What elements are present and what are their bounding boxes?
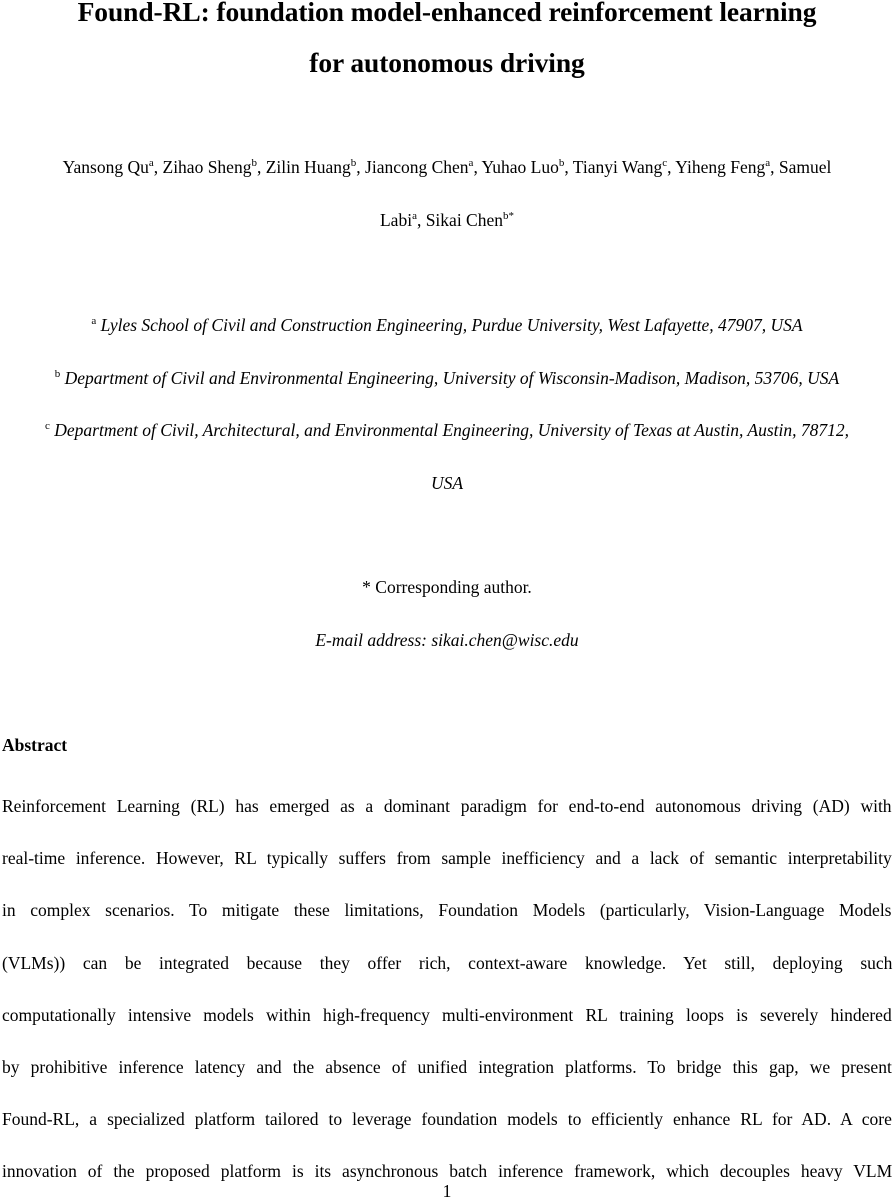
abstract-line: computationally intensive models within high-frequency multi-environment RL training loops is severely hindered (2, 1004, 892, 1025)
affiliation-mark: c (45, 420, 50, 432)
affiliation-mark: b (54, 368, 61, 380)
affiliation-text: Department of Civil, Architectural, and Environmental Engineering, University of Texas at Austin, Austin, 78712, (54, 420, 849, 440)
author-separator: , (473, 157, 482, 177)
author-line-1 (0, 157, 894, 178)
abstract-line: Found-RL, a specialized platform tailored to leverage foundation models to efficiently enhance RL for AD. A core (2, 1109, 892, 1130)
paper-title-line-2: for autonomous driving (309, 47, 585, 78)
affiliation-a (0, 315, 894, 336)
author-name: Jiancong Chen (365, 157, 469, 177)
corresponding-email: E-mail address: sikai.chen@wisc.edu (315, 630, 579, 650)
paper-title-line-1: Found-RL: foundation model-enhanced reinforcement learning (77, 0, 817, 27)
author-name: Labi (379, 210, 413, 230)
affiliation-mark: a (91, 315, 97, 327)
affiliation-text: Lyles School of Civil and Construction Engineering, Purdue University, West Lafayette, 47907, USA (100, 315, 803, 335)
abstract-line: in complex scenarios. To mitigate these limitations, Foundation Models (particularly, Vision-Language Models (2, 900, 892, 921)
affiliation-c-continued (0, 473, 894, 494)
author-name: Zihao Sheng (162, 157, 252, 177)
author-affiliation-mark: a (412, 210, 417, 222)
author-affiliation-mark: b (558, 157, 565, 169)
abstract-body (2, 780, 892, 1198)
author-affiliation-mark: b (251, 157, 257, 169)
author-separator: , (153, 157, 163, 177)
author-name: Yuhao Luo (481, 157, 559, 177)
author-separator: , (416, 210, 426, 230)
author-name: Sikai Chen (425, 210, 503, 230)
abstract-line: by prohibitive inference latency and the absence of unified integration platforms. To bridge this gap, we present (2, 1056, 892, 1077)
abstract-line: (VLMs)) can be integrated because they offer rich, context-aware knowledge. Yet still, deploying such (2, 952, 893, 973)
author-name: Tianyi Wang (572, 157, 663, 177)
author-separator: , (256, 157, 266, 177)
abstract-line: innovation of the proposed platform is its asynchronous batch inference framework, which decouples heavy VLM (2, 1161, 893, 1182)
author-affiliation-mark: b (350, 157, 357, 169)
affiliation-text: USA (430, 473, 464, 493)
author-separator: , (356, 157, 366, 177)
author-line-2 (0, 210, 894, 231)
author-affiliation-mark: a (765, 157, 771, 169)
author-affiliation-mark: b* (503, 210, 514, 222)
abstract-line: Reinforcement Learning (RL) has emerged as a dominant paradigm for end-to-end autonomous driving (AD) with (2, 796, 892, 816)
abstract-line: real-time inference. However, RL typically suffers from sample inefficiency and a lack of semantic interpretability (2, 848, 892, 869)
author-name: Zilin Huang (265, 157, 351, 177)
affiliation-b (0, 368, 894, 389)
affiliation-text: Department of Civil and Environmental Engineering, University of Wisconsin-Madison, Madison, 53706, USA (64, 368, 840, 388)
author-separator: , (770, 157, 779, 177)
author-affiliation-mark: c (662, 157, 668, 169)
author-name: Yiheng Feng (675, 157, 766, 177)
author-separator: , (667, 157, 676, 177)
abstract-heading: Abstract (2, 735, 68, 755)
corresponding-author-note: * Corresponding author. (362, 577, 532, 597)
author-name: Yansong Qu (62, 157, 149, 177)
affiliation-c (0, 420, 894, 441)
author-separator: , (564, 157, 573, 177)
page-number: 1 (442, 1181, 452, 1201)
author-affiliation-mark: a (468, 157, 474, 169)
author-name: Samuel (778, 157, 832, 177)
author-affiliation-mark: a (148, 157, 154, 169)
